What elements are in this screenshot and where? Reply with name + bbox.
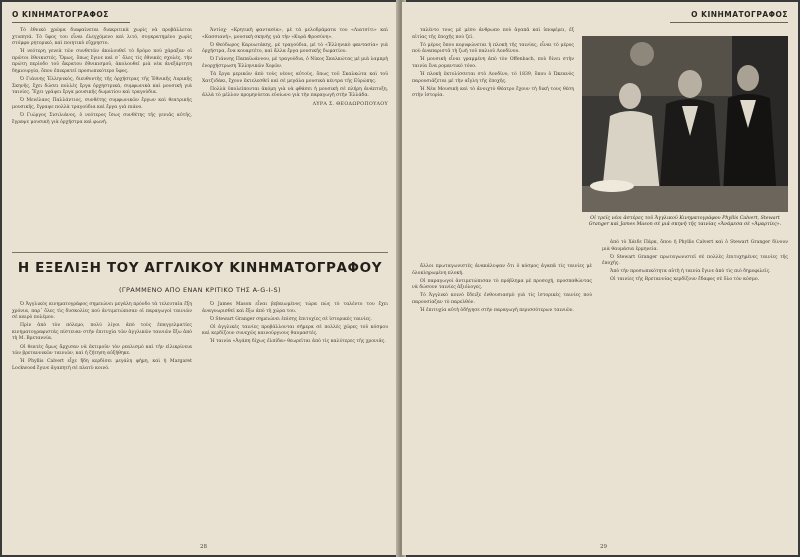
right-column-1: [412, 28, 574, 101]
paragraph: Ἀπὸ τὴν προσωπικότητα αὐτὴ ἡ ταινία ἔγινε ἀπὸ τὶς πιὸ δημοφιλεῖς.: [610, 269, 771, 275]
left-column-4: [202, 302, 388, 348]
right-column-3: [602, 240, 788, 286]
article-title: Η ΕΞΕΛΙΞΗ ΤΟΥ ΑΓΓΛΙΚΟΥ ΚΙΝΗΜΑΤΟΓΡΑΦΟΥ: [17, 260, 383, 276]
paragraph: Πολλὰ ὑπολείπονται ἀκόμη γιὰ νὰ φθάσει ἡ μουσικὴ σὲ πλήρη ἀνάπτυξη, ἀλλὰ τὸ μέλλον προμηνύεται εὐοίωνο γιὰ τὴν παραγωγὴ στὴν Ἑλλάδα.: [202, 86, 388, 99]
paragraph: Οἱ παραγωγοὶ ἀντιμετώπισαν τὸ πρόβλημα μὲ προσοχή, προσπαθώντας νὰ δώσουν ταινίες ἀξιόλογες.: [412, 278, 592, 291]
left-column-1: [12, 28, 192, 128]
paragraph: Ἡ πλοκὴ ἐκτυλίσσεται στὸ Λονδίνο, τὸ 1839, ὅπου ὁ Ὠκεανὸς παρουσιάζεται μὲ τὴν αἴγλη τῆς ἐποχῆς.: [412, 72, 574, 84]
paragraph: Ὁ Stewart Granger πρωταγωνιστεῖ σὲ πολλὲς ἐπιτυχημένες ταινίες τῆς ἐποχῆς.: [602, 254, 788, 267]
paragraph: Ὁ Γιώργος Σισιλιάνος, ὁ νεότερος ἴσως συνθέτης τῆς γενιᾶς αὐτῆς, ἔγραψε μουσικὴ γιὰ ὀρχήστρα καὶ φωνή.: [12, 113, 192, 125]
paragraph: Τὸ Ἀγγλικὸ κοινὸ ἔδειξε ἐνθουσιασμὸ γιὰ τὶς ἱστορικὲς ταινίες ποὺ παρουσίαζαν τὸ παρελθόν.: [412, 293, 592, 305]
left-column-2: [202, 28, 388, 109]
page-number-right: 29: [600, 544, 607, 550]
paragraph: Ἡ ταινία «Ἀγάπη δίχως ἐλπίδα» θεωρεῖται ἀπὸ τὶς καλύτερες τῆς χρονιᾶς.: [210, 339, 386, 345]
paragraph: Τὸ ἐθνικὸ χρῶμα διαφαίνεται διακριτικὰ χωρὶς νὰ προβάλλεται χτυπητά. Τὸ ὕφος του εἶναι ἐλεγχόμενο καὶ λιτό, συγκρατημένο χωρὶς στόμφο ρητορικό, καὶ ποιητικὸ εὔχρηστο.: [12, 28, 192, 47]
film-still-image: [582, 36, 788, 212]
right-column-2: [412, 264, 592, 316]
paragraph: Τὸ μέρος ὅπου κορυφώνεται ἡ πλοκὴ τῆς ταινίας, εἶναι τὸ μέρος ποὺ ἀναπαριστᾶ τὴ ζωὴ τοῦ παλιοῦ Λονδίνου.: [412, 42, 574, 55]
paragraph: Οἱ θεατὲς ὅμως ἄρχισαν νὰ ἐκτιμοῦν τὸν ρεαλισμὸ καὶ τὴν εἰλικρίνεια τῶν βρεταννικῶν ταινιῶν, καὶ ἡ ζήτηση αὐξήθηκε.: [12, 344, 192, 357]
paragraph: Ἡ ἐπιτυχία αὐτὴ ὁδήγησε στὴν παραγωγὴ περισσότερων ταινιῶν.: [420, 308, 574, 314]
left-column-3: [12, 302, 192, 374]
paragraph: Ὁ James Mason εἶναι βεβαιωμένος τώρα πὼς τὸ ταλέντο του ἔχει ἀναγνωρισθεῖ καὶ ἔξω ἀπὸ τὴ χώρα του.: [202, 302, 388, 314]
paragraph: ἀπὸ τὸ Χάιδε Πάρκ, ὅπου ἡ Phyllis Calvert καὶ ὁ Stewart Granger δίνουν μιὰ θαυμάσια ἑρμηνεία.: [602, 240, 788, 252]
paragraph: Ἡ νεότερη γενεὰ τῶν συνθετῶν ἀκολουθεῖ τὸ δρόμο ποὺ χάραξαν οἱ πρῶτοι ἐθνικιστές. Ὅμως, ὅπως ἔγινε καὶ σ᾽ ὅλες τὶς ἐθνικές σχολές, τὴν πρώτη περίοδο τοῦ ἄκρατου ἐθνικισμοῦ, ἀκολουθεῖ μιὰ νέα ἀνεξάρτητη δημιουργία, ὅπου ἐπικρατεῖ προσωπικότερο ὕφος.: [12, 49, 192, 75]
paragraph: Οἱ ταινίες τῆς Βρεταννίας κερδίζουν ἔδαφος σὲ ὅλο τὸν κόσμο.: [610, 277, 760, 283]
paragraph: Ὁ Μενέλαος Παλλάντιος, συνθέτης συμφωνικῶν ἔργων καὶ θεατρικῆς μουσικῆς, ἔγραψε πολλὰ τραγούδια καὶ ἔργα γιὰ πιάνο.: [12, 98, 192, 111]
right-page: [402, 2, 798, 555]
paragraph: Ὁ Stewart Granger σημειώνει ἐπίσης ἐπιτυχίες σὲ ἱστορικὲς ταινίες.: [210, 316, 372, 322]
left-page: [2, 2, 398, 555]
paragraph: Πρὶν ἀπὸ τὸν πόλεμο, πολὺ λίγοι ἀπὸ τοὺς ἐπαγγελματίες κινηματογραφιστὰς πίστευαν στὴν ἐπιτυχία τῶν ἀγγλικῶν ταινιῶν ἔξω ἀπὸ τὴ Μ. Βρεταννία.: [12, 323, 192, 342]
paragraph: Οἱ ἀγγλικὲς ταινίες προβάλλονται σήμερα σὲ πολλὲς χῶρες τοῦ κόσμου καὶ κερδίζουν συνεχῶς καινούργιους θαυμαστές.: [202, 324, 388, 337]
right-page-header: Ο ΚΙΝΗΜΑΤΟΓΡΑΦΟΣ: [670, 8, 788, 23]
paragraph: Ὁ Γιάννης Ἑλληνικός, διευθυντὴς τῆς ὀρχήστρας τῆς Ἐθνικῆς Λυρικῆς Σκηνῆς, ἔχει δώσει πολλὲς ἔργα ὀρχηστρικά, συμφωνικὰ καὶ μουσικὴ γιὰ ταινίες. Ἔχει γράψει ἔργα μουσικῆς δωματίου καὶ τραγούδια.: [12, 77, 192, 96]
paragraph: Ἀντίοχ· «Κρητικὴ φαντασία», μὲ τὰ μελοδράματα του «Λιατσίτι» καὶ «Κασσιανή», μουσικὴ σκηνὴς γιὰ τὴν «Κυρά Φροσύνη».: [202, 28, 388, 40]
paragraph: Τὰ ἔργα μερικῶν ἀπὸ τοὺς νέους αὐτοὺς, ὅπως τοῦ Σκαλκώτα καὶ τοῦ Χατζιδάκι, ἔχουν ἐκτελεσθεῖ καὶ σὲ μεγάλα μουσικὰ κέντρα τῆς Εὐρώπης.: [202, 72, 388, 84]
section-divider: [12, 252, 388, 253]
left-page-header: Ο ΚΙΝΗΜΑΤΟΓΡΑΦΟΣ: [12, 8, 130, 23]
film-still-photo: [582, 36, 788, 212]
article-signature: ΛΥΡΑ Σ. ΘΕΟΔΩΡΟΠΟΥΛΟΥ: [312, 101, 388, 107]
paragraph: Ὁ Ἀγγλικὸς κινηματογράφος σημειώνει μεγάλη πρόοδο τὰ τελευταῖα ἕξη χρόνια, παρ᾽ ὅλες τὶς δυσκολίες ποὺ ἀντιμετώπισαν οἱ παραγωγοὶ ταινιῶν σὲ καιρὸ πολέμου.: [12, 302, 192, 321]
paragraph: Ἡ μουσικὴ εἶναι γραμμένη ἀπὸ τὸν Offenbach, ποὺ δίνει στὴν ταινία ἕνα ρομαντικὸ τόνο.: [412, 57, 574, 69]
paragraph: ἄλλοι πρωταγωνιστὲς ἀνακάλυψαν ὅτι ὁ κόσμος ἀγαπᾶ τὶς ταινίες μὲ ὁλοκληρωμένη πλοκή.: [412, 264, 592, 276]
paragraph: Ἡ Phyllis Calvert εἶχε ἤδη κερδίσει μεγάλη φήμη, καὶ ἡ Margaret Lockwood ἔγινε ἀγαπητὴ σὲ πλατὺ κοινό.: [12, 359, 192, 371]
paragraph: Ὁ Γιάννης Παπαϊωάννου, μὲ τραγούδια, ὁ Νίκος Σκαλκώτας μὲ μιὰ λαμπρὴ ἐνορχήστρωση Ἑλληνικῶν Χορῶν.: [202, 57, 388, 69]
page-number-left: 28: [200, 544, 207, 550]
paragraph: ταλέντο τους μὲ μέσο ἀνθρωπο ποὺ ἀγαπᾶ καὶ ὑποφέρει, ἐξ αἰτίας τῆς ἐποχῆς ποὺ ζεῖ.: [412, 28, 574, 40]
photo-caption: Οἱ τρεῖς νέοι ἀστέρες τοῦ Ἀγγλικοῦ Κινηματογράφου Phyllis Calvert, Stewart Granger καὶ James Mason σὲ μιὰ σκηνὴ τῆς ταινίας «Ἀνάμεσα σὲ «Ἀμαρτίες».: [588, 216, 782, 228]
paragraph: Ὁ Θεόδωρος Καρυωτάκης, μὲ τραγούδια, μὲ τὸ «Ἑλληνικὸ φαντασία» γιὰ ὀρχήστρα, ἔνα κουαρτέτο, καὶ ἄλλα ἔργα μουσικῆς δωματίου.: [202, 42, 388, 55]
article-subtitle: (ΓΡΑΜΜΕΝΟ ΑΠΟ ΕΝΑΝ ΚΡΙΤΙΚΟ ΤΗΣ A-G-I-S): [118, 286, 281, 294]
paragraph: Ἡ Νέα Μουσικὴ καὶ τὸ ἀνοιχτὸ Θέατρο ἔχουν τὴ δική τους θέση στὴν ἱστορία.: [412, 86, 574, 99]
